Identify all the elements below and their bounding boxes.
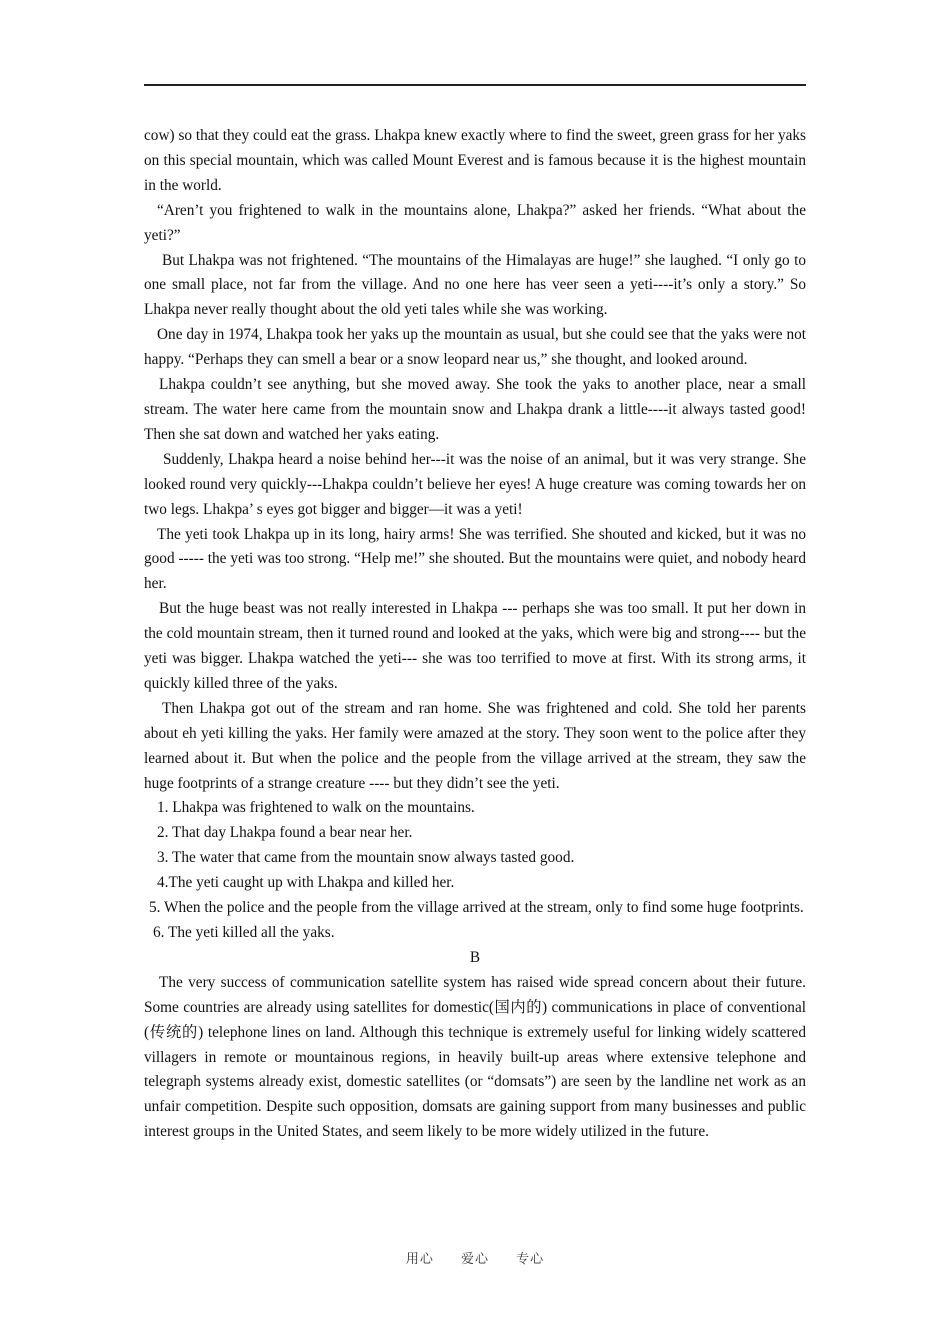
page-body xyxy=(144,124,806,1145)
passage-a-paragraph: Lhakpa couldn’t see anything, but she moved away. She took the yaks to another place, near a small stream. The water here came from the mountain snow and Lhakpa drank a little----it always tasted good! Then she sat down and watched her yaks eating. xyxy=(144,376,806,443)
passage-a-paragraph: One day in 1974, Lhakpa took her yaks up the mountain as usual, but she could see that the yaks were not happy. “Perhaps they can smell a bear or a snow leopard near us,” she thought, and looked around. xyxy=(144,326,806,369)
statement-item: 4.The yeti caught up with Lhakpa and killed her. xyxy=(157,874,455,892)
passage-a-paragraph: But the huge beast was not really interested in Lhakpa --- perhaps she was too small. It put her down in the cold mountain stream, then it turned round and looked at the yaks, which were big and strong---- but the yeti was bigger. Lhakpa watched the yeti--- she was too terrified to move at first. With its strong arms, it quickly killed three of the yaks. xyxy=(144,600,806,692)
passage-b-paragraph: The very success of communication satellite system has raised wide spread concern about their future. Some countries are already using satellites for domestic(国内的) communications in place of conventional (传统的) telephone lines on land. Although this technique is extremely useful for linking widely scattered villagers in remote or mountainous regions, in heavily built-up areas where extensive telephone and telegraph systems already exist, domestic satellites (or “domsats”) are seen by the landline net work as an unfair competition. Despite such opposition, domsats are gaining support from many businesses and public interest groups in the United States, and seem likely to be more widely utilized in the future. xyxy=(144,973,806,1141)
passage-a-paragraph: Then Lhakpa got out of the stream and ran home. She was frightened and cold. She told her parents about eh yeti killing the yaks. Her family were amazed at the story. They soon went to the police after they learned about it. But when the police and the people from the village arrived at the stream, they saw the huge footprints of a strange creature ---- but they didn’t see the yeti. xyxy=(144,699,806,792)
statement-item: 3. The water that came from the mountain snow always tasted good. xyxy=(157,849,575,867)
page-footer xyxy=(0,1248,950,1267)
passage-a-paragraph: The yeti took Lhakpa up in its long, hairy arms! She was terrified. She shouted and kicked, but it was no good ----- the yeti was too strong. “Help me!” she shouted. But the mountains were quiet, and nobody heard her. xyxy=(144,525,806,593)
footer-motto: 用心 xyxy=(405,1252,434,1267)
passage-a-paragraph: “Aren’t you frightened to walk in the mountains alone, Lhakpa?” asked her friends. “What about the yeti?” xyxy=(144,201,806,244)
passage-a-paragraph: But Lhakpa was not frightened. “The mountains of the Himalayas are huge!” she laughed. “I only go to one small place, not far from the village. And no one here has veer seen a yeti----it’s only a story.” So Lhakpa never really thought about the old yeti tales while she was working. xyxy=(144,251,806,319)
statement-item: 6. The yeti killed all the yaks. xyxy=(153,924,335,941)
statement-item: 2. That day Lhakpa found a bear near her. xyxy=(157,824,413,842)
section-heading: B xyxy=(469,948,481,966)
header-rule xyxy=(144,84,806,86)
statement-item: 1. Lhakpa was frightened to walk on the mountains. xyxy=(157,799,475,817)
passage-a-paragraph: cow) so that they could eat the grass. Lhakpa knew exactly where to find the sweet, green grass for her yaks on this special mountain, which was called Mount Everest and is famous because it is the highest mountain in the world. xyxy=(144,127,806,194)
footer-motto: 专心 xyxy=(516,1252,545,1267)
footer-motto: 爱心 xyxy=(460,1252,489,1267)
statement-item: 5. When the police and the people from the village arrived at the stream, only to find some huge footprints. xyxy=(149,899,804,917)
passage-a-paragraph: Suddenly, Lhakpa heard a noise behind her---it was the noise of an animal, but it was very strange. She looked round very quickly---Lhakpa couldn’t believe her eyes! A huge creature was coming towards her on two legs. Lhakpa’ s eyes got bigger and bigger—it was a yeti! xyxy=(144,450,806,518)
